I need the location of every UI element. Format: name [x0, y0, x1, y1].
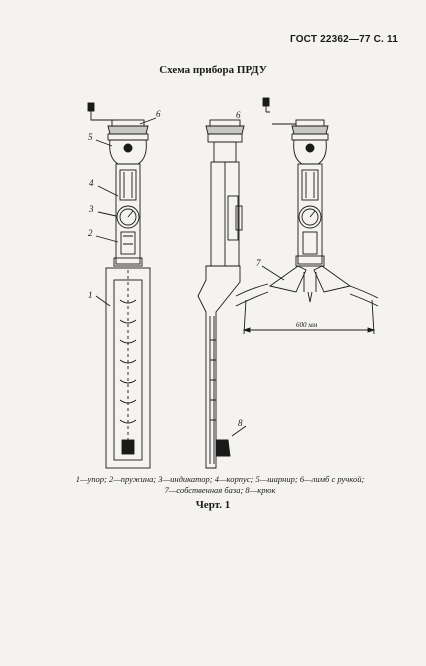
right-view	[236, 98, 378, 334]
callout-4: 4	[89, 178, 94, 188]
dimension-label: 600 мм	[296, 321, 318, 329]
callout-1: 1	[88, 290, 93, 300]
figure-title: Схема прибора ПРДУ	[159, 64, 267, 76]
legend-caption	[60, 474, 380, 496]
callout-7: 7	[256, 258, 261, 268]
page-header: ГОСТ 22362—77 С. 11	[289, 34, 398, 45]
callout-3: 3	[89, 204, 94, 214]
figure-number: Черт. 1	[195, 499, 231, 511]
legend-line-2: 7—собственная база; 8—крюк	[164, 485, 276, 495]
callout-8: 8	[238, 418, 243, 428]
legend-line-1: 1—упор; 2—пружина; 3—индикатор; 4—корпус; 5—шарнир; 6—лимб с ручкой;	[75, 474, 365, 484]
middle-view	[198, 120, 246, 468]
callout-6: 6	[156, 109, 161, 119]
left-view	[88, 103, 156, 468]
callout-6-middle: 6	[236, 110, 241, 120]
callout-5: 5	[88, 132, 93, 142]
callout-2: 2	[88, 228, 93, 238]
